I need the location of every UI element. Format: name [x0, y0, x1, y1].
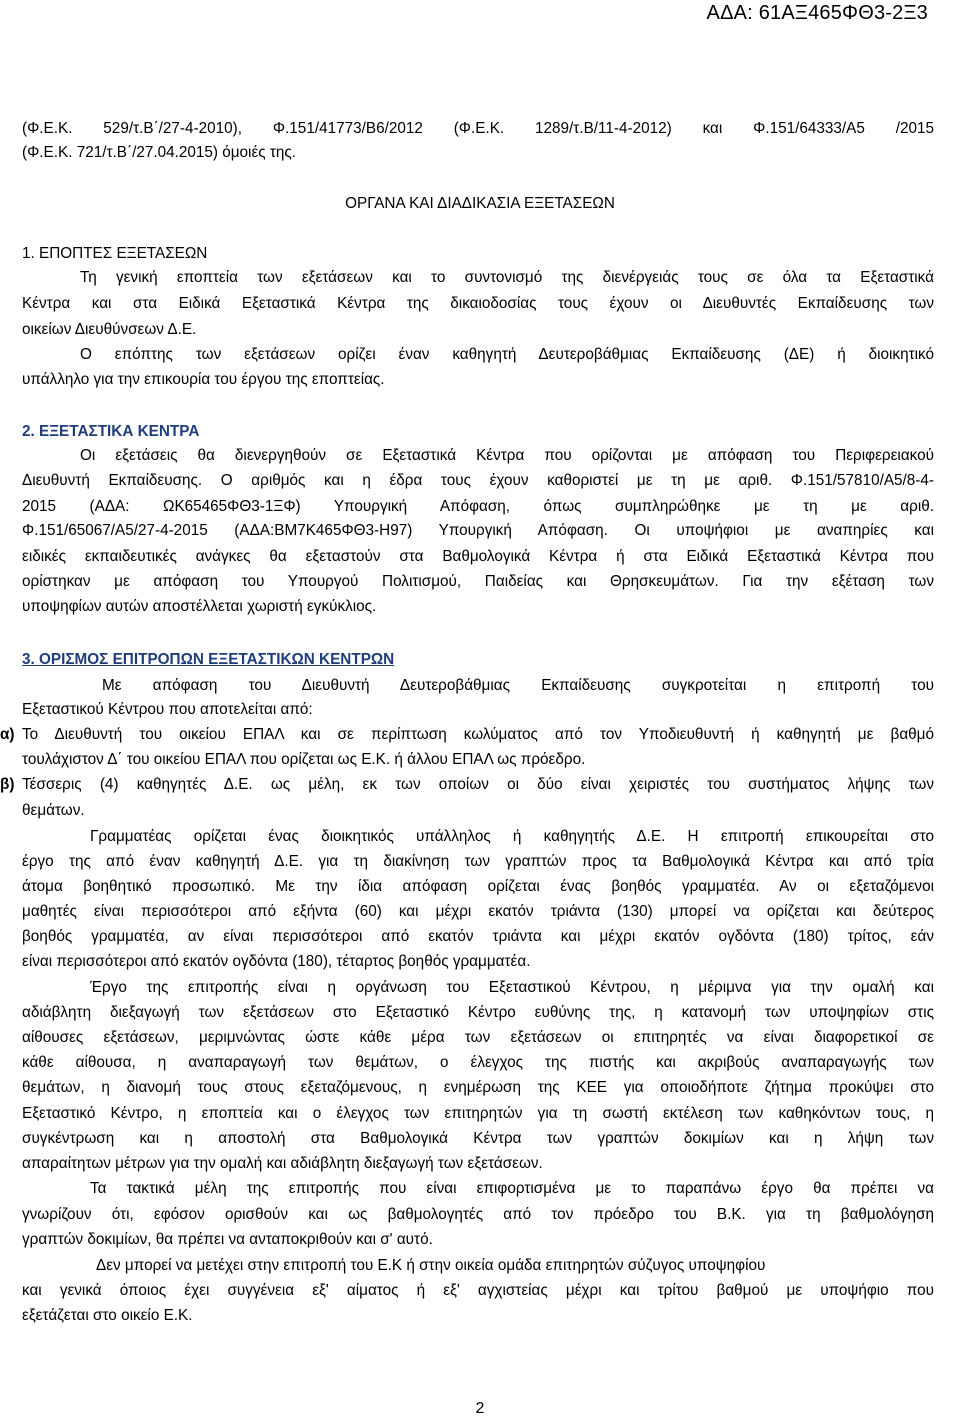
s3-p2-line: άτομα βοηθητικό προσωπικό. Με την ίδια απόφαση ορίζεται ένας βοηθός γραμματέα. Αν οι εξεταζόμενοι — [22, 878, 934, 895]
s2-heading: 2. ΕΞΕΤΑΣΤΙΚΑ ΚΕΝΤΡΑ — [22, 423, 200, 440]
s3-p4-line: γνωρίζουν ότι, εφόσον ορισθούν και ως βαθμολογητές από τον πρόεδρο του Β.Κ. για τη βαθμολόγηση — [22, 1206, 934, 1223]
s2-line: Οι εξετάσεις θα διενεργηθούν σε Εξεταστικά Κέντρα που ορίζονται με απόφαση του Περιφερειακού — [80, 447, 934, 464]
s3-p2-line: είναι περισσότεροι από εκατόν ογδόντα (180), τέταρτος βοηθός γραμματέα. — [22, 953, 531, 970]
s3-p3-line: αίθουσες εξετάσεων, μεριμνώντας ώστε κάθε μέρα των εξετάσεων οι επιτηρητές να είναι διαφορετικοί σε — [22, 1029, 934, 1046]
s1-line: οικείων Διευθύνσεων Δ.Ε. — [22, 321, 197, 338]
s3-p1-line: Εξεταστικού Κέντρου που αποτελείται από: — [22, 701, 313, 718]
s2-line: Διευθυντή Εκπαίδευσης. Ο αριθμός και η έδρα τους έχουν καθοριστεί με τη με αριθ. Φ.151/57810/Α5/8-4- — [22, 472, 934, 489]
section-title: ΟΡΓΑΝΑ ΚΑΙ ΔΙΑΔΙΚΑΣΙΑ ΕΞΕΤΑΣΕΩΝ — [345, 195, 615, 212]
page-number: 2 — [475, 1400, 485, 1417]
s3-p5-line: Δεν μπορεί να μετέχει στην επιτροπή του Ε.Κ ή στην οικεία ομάδα επιτηρητών σύζυγος υποψηφίου — [96, 1257, 766, 1274]
s3-p3-line: Εξεταστικό Κέντρο, η εποπτεία και ο έλεγχος των επιτηρητών για τη σωστή εκτέλεση των καθηκόντων τους, η — [22, 1105, 934, 1122]
ada-code: ΑΔΑ: 61ΑΞ465ΦΘ3-2Ξ3 — [706, 2, 928, 24]
s2-line: ορίστηκαν με απόφαση του Υπουργού Πολιτισμού, Παιδείας και Θρησκευμάτων. Για την εξέταση των — [22, 573, 934, 590]
s3-p2-line: Γραμματέας ορίζεται ένας διοικητικός υπάλληλος ή καθηγητής Δ.Ε. Η επιτροπή επικουρείται στο — [90, 828, 934, 845]
s3-p2-line: μαθητές είναι περισσότεροι από εξήντα (60) και μέχρι εκατόν τριάντα (130) μπορεί να ορίζεται και δεύτερος — [22, 903, 934, 920]
s3-p3-line: απαραίτητων μέτρων για την ομαλή και αδιάβλητη διεξαγωγή των εξετάσεων. — [22, 1155, 543, 1172]
s3-heading: 3. ΟΡΙΣΜΟΣ ΕΠΙΤΡΟΠΩΝ ΕΞΕΤΑΣΤΙΚΩΝ ΚΕΝΤΡΩΝ — [22, 651, 395, 668]
s1-line: υπάλληλο για την επικουρία του έργου της εποπτείας. — [22, 371, 385, 388]
intro-line-1: (Φ.Ε.Κ. 529/τ.Β΄/27-4-2010), Φ.151/41773/Β6/2012 (Φ.Ε.Κ. 1289/τ.Β/11-4-2012) και Φ.151/64333/Α5 /2015 — [22, 120, 934, 137]
list-item-b-line: θεμάτων. — [22, 802, 85, 819]
s3-p2-line: βοηθός γραμματέα, αν είναι περισσότεροι από εκατόν τριάντα και μέχρι εκατόν ογδόντα (180) τρίτος, εάν — [22, 928, 934, 945]
s2-line: Φ.151/65067/Α5/27-4-2015 (ΑΔΑ:ΒΜ7Κ465ΦΘ3-Η97) Υπουργική Απόφαση. Οι υποψήφιοι με αναπηρίες και — [22, 522, 934, 539]
s2-line: ειδικές εκπαιδευτικές ανάγκες θα εξεταστούν στα Βαθμολογικά Κέντρα ή στα Ειδικά Εξεταστικά Κέντρα που — [22, 548, 934, 565]
s1-line: Κέντρα και στα Ειδικά Εξεταστικά Κέντρα της δικαιοδοσίας τους έχουν οι Διευθυντές Εκπαίδευσης των — [22, 295, 934, 312]
intro-line-2: (Φ.Ε.Κ. 721/τ.Β΄/27.04.2015) όμοιές της. — [22, 144, 297, 161]
list-item-b-line: Τέσσερις (4) καθηγητές Δ.Ε. ως μέλη, εκ των οποίων οι δύο είναι χειριστές του συστήματος λήψης των — [22, 776, 934, 793]
s1-heading: 1. ΕΠΟΠΤΕΣ ΕΞΕΤΑΣΕΩΝ — [22, 245, 208, 262]
s3-p2-line: έργο της από έναν καθηγητή Δ.Ε. για τη διακίνηση των γραπτών προς τα Βαθμολογικά Κέντρα και από τρία — [22, 853, 934, 870]
s3-p3-line: κάθε αίθουσα, η αναπαραγωγή των θεμάτων, ο έλεγχος της πιστής και ακριβούς αναπαραγωγής των — [22, 1054, 934, 1071]
s3-p5-line: και γενικά όποιος έχει συγγένεια εξ' αίματος ή εξ' αγχιστείας μέχρι και τρίτου βαθμού με υποψήφιο που — [22, 1282, 934, 1299]
list-marker-b: β) — [0, 776, 15, 793]
s2-line: 2015 (ΑΔΑ: ΩΚ65465ΦΘ3-1ΞΦ) Υπουργική Απόφαση, όπως συμπληρώθηκε με τη με αριθ. — [22, 498, 934, 515]
s3-p3-line: θεμάτων, η διανομή τους στους εξεταζόμενους, η ενημέρωση της ΚΕΕ για οποιοδήποτε ζήτημα προκύψει στο — [22, 1079, 934, 1096]
s3-p3-line: αδιάβλητη διεξαγωγή των εξετάσεων στο Εξεταστικό Κέντρο ευθύνης της, η κατανομή των υποψηφίων στις — [22, 1004, 934, 1021]
s3-p5-line: εξετάζεται στο οικείο Ε.Κ. — [22, 1307, 193, 1324]
list-item-a-line: τουλάχιστον Δ΄ του οικείου ΕΠΑΛ που ορίζεται ως Ε.Κ. ή άλλου ΕΠΑΛ ως πρόεδρο. — [22, 751, 586, 768]
s3-p1-line: Με απόφαση του Διευθυντή Δευτεροβάθμιας Εκπαίδευσης συγκροτείται η επιτροπή του — [102, 677, 934, 694]
s1-line: Ο επόπτης των εξετάσεων ορίζει έναν καθηγητή Δευτεροβάθμιας Εκπαίδευσης (ΔΕ) ή διοικητικό — [80, 346, 934, 363]
s3-p4-line: Τα τακτικά μέλη της επιτροπής που είναι επιφορτισμένα με το παραπάνω έργο θα πρέπει να — [90, 1180, 934, 1197]
s3-p3-line: συγκέντρωση και η αποστολή στα Βαθμολογικά Κέντρα των γραπτών δοκιμίων και η λήψη των — [22, 1130, 934, 1147]
list-item-a-line: Το Διευθυντή του οικείου ΕΠΑΛ και σε περίπτωση κωλύματος από τον Υποδιευθυντή ή καθηγητή με βαθμό — [22, 726, 934, 743]
s2-line: υποψηφίων αυτών αποστέλλεται χωριστή εγκύκλιος. — [22, 598, 377, 615]
list-marker-a: α) — [0, 726, 15, 743]
s3-p3-line: Έργο της επιτροπής είναι η οργάνωση του Εξεταστικού Κέντρου, η μέριμνα για την ομαλή και — [90, 979, 934, 996]
s3-p4-line: γραπτών δοκιμίων, θα πρέπει να ανταποκριθούν και σ' αυτό. — [22, 1231, 433, 1248]
s1-line: Τη γενική εποπτεία των εξετάσεων και το συντονισμό της διενέργειάς τους σε όλα τα Εξεταστικά — [80, 269, 934, 286]
